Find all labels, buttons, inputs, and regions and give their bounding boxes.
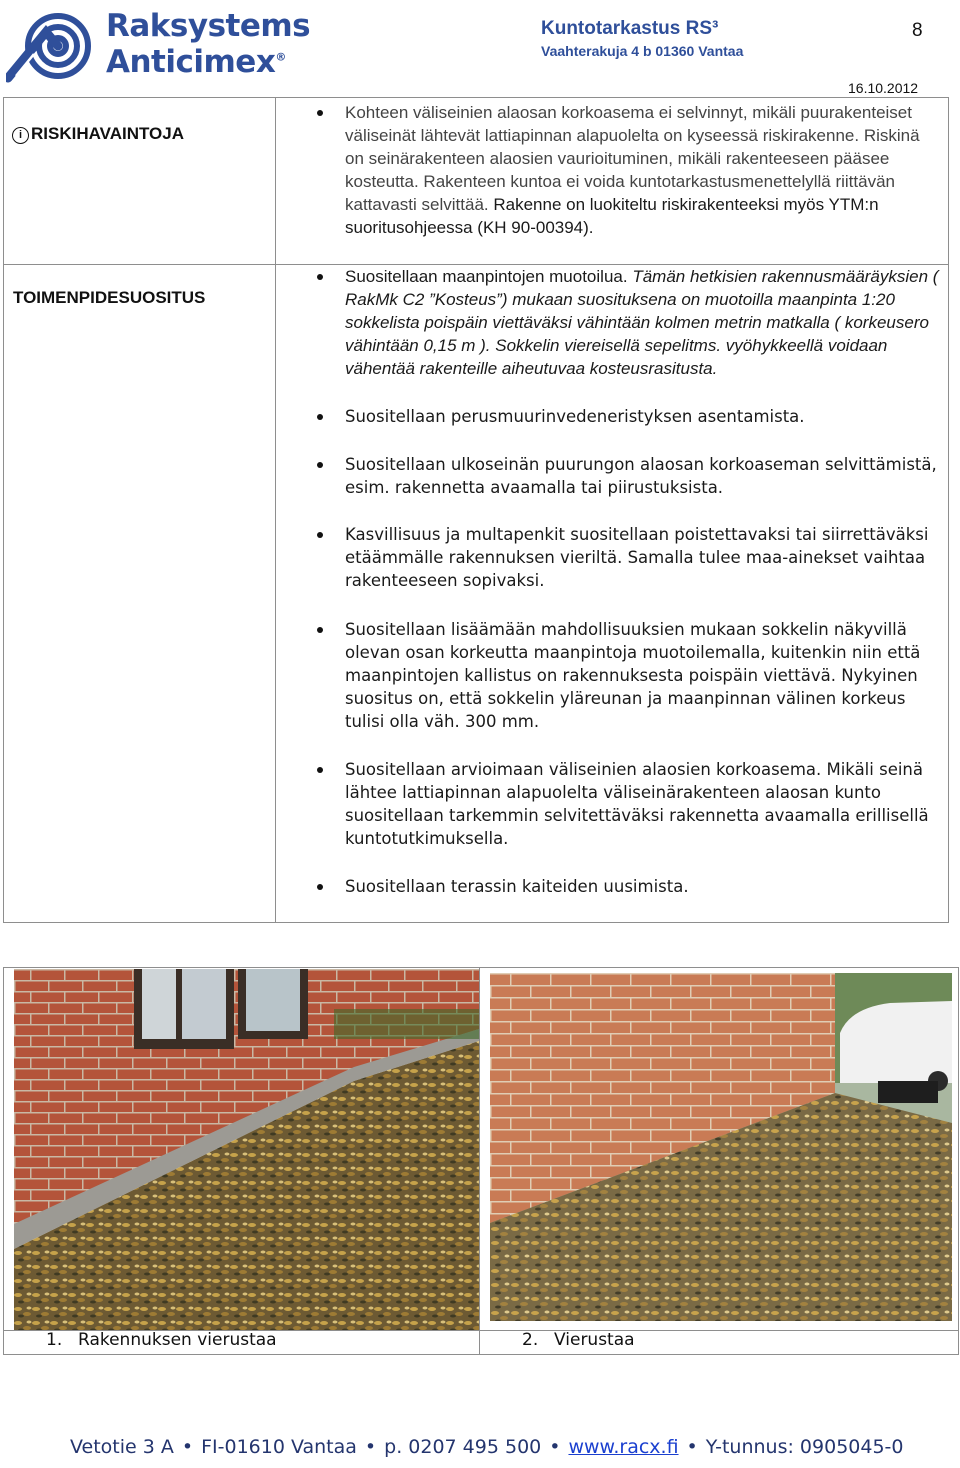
anticimex-logo-icon <box>6 6 98 84</box>
photo-caption: 1. Rakennuksen vierustaa <box>46 1330 277 1350</box>
company-logo <box>6 4 316 84</box>
action-item: Suositellaan ulkoseinän puurungon alaosan korkoaseman selvittämistä, esim. rakennetta avaamalla tai piirustuksista. <box>345 453 940 499</box>
property-address: Vaahterakuja 4 b 01360 Vantaa <box>541 43 744 59</box>
bullet-separator-icon: • <box>364 1436 377 1458</box>
brand-name-line1: Raksystems <box>106 8 311 44</box>
website-link[interactable]: www.racx.fi <box>568 1436 679 1458</box>
photo-building-side <box>14 969 479 1330</box>
brand-name-line2: Anticimex® <box>106 44 286 80</box>
footer-city: FI-01610 Vantaa <box>201 1436 357 1458</box>
action-section-label: TOIMENPIDESUOSITUS <box>13 288 206 307</box>
page-number: 8 <box>912 20 923 41</box>
footer-business-id: Y-tunnus: 0905045-0 <box>705 1436 904 1458</box>
footer-phone: p. 0207 495 500 <box>384 1436 542 1458</box>
action-item: Suositellaan lisäämään mahdollisuuksien mukaan sokkelin näkyvillä olevan osan korkeutta maanpintoja muotoilemalla, kuitenkin niin että maanpintojen kallistus on rakennuksesta poispäin viettävä. Nykyinen suositus on, että sokkelin yläreunan ja maanpinnan välinen korkeus tulisi olla väh. 300 mm. <box>345 618 940 733</box>
photo-caption: 2. Vierustaa <box>522 1330 635 1350</box>
action-item: Suositellaan arvioimaan väliseinien alaosien korkoasema. Mikäli seinä lähtee lattiapinnan alapuolelta väliseinärakenteen alaosan kunto suositellaan tarkemmin selvitettäväksi rakennetta avaamalla erillisellä kuntotutkimuksella. <box>345 758 940 850</box>
action-item: Suositellaan perusmuurinvedeneristyksen asentamista. <box>345 405 940 428</box>
page-footer <box>70 1436 904 1458</box>
footer-street: Vetotie 3 A <box>70 1436 174 1458</box>
action-item: Kasvillisuus ja multapenkit suositellaan poistettavaksi tai siirrettäväksi etäämmälle rakennuksen vieriltä. Samalla tulee maa-ainekset vaihtaa rakenteeseen sopivaksi. <box>345 523 940 592</box>
info-icon: i <box>12 127 29 144</box>
report-title: Kuntotarkastus RS³ <box>541 18 719 39</box>
bullet-separator-icon: • <box>549 1436 561 1458</box>
risk-section-label: i RISKIHAVAINTOJA <box>12 124 184 144</box>
report-date: 16.10.2012 <box>848 80 919 96</box>
action-item: Suositellaan terassin kaiteiden uusimista. <box>345 875 940 898</box>
photo-building-corner <box>490 973 952 1321</box>
risk-item: Kohteen väliseinien alaosan korkoasema ei selvinnyt, mikäli puurakenteiset väliseinät lähtevät lattiapinnan alapuolelta on kyseessä riskirakenne. Riskinä on seinärakenteen alaosien vaurioituminen, mikäli rakenteeseen pääsee kosteutta. Rakenteen kuntoa ei voida kuntotarkastusmenettelyllä riittävän kattavasti selvittää. Rakenne on luokiteltu riskirakenteeksi myös YTM:n suoritusohjeessa (KH 90-00394). <box>345 101 940 239</box>
column-divider <box>275 98 276 922</box>
bullet-separator-icon: • <box>181 1436 194 1458</box>
bullet-separator-icon: • <box>686 1436 698 1458</box>
photo-column-divider <box>479 968 480 1354</box>
action-item: Suositellaan maanpintojen muotoilua. Tämän hetkisien rakennusmääräyksien ( RakMk C2 ”Kosteus”) mukaan suosituksena on muotoilla maanpinta 1:20 sokkelista poispäin viettäväksi vähintään kolmen metrin matkalla ( korkeusero vähintään 0,15 m ). Sokkelin viereisellä sepelitms. vyöhykkeellä voidaan vähentää rakenteille aiheutuvaa kosteusrasitusta. <box>345 267 939 378</box>
photo-table <box>3 967 959 1355</box>
